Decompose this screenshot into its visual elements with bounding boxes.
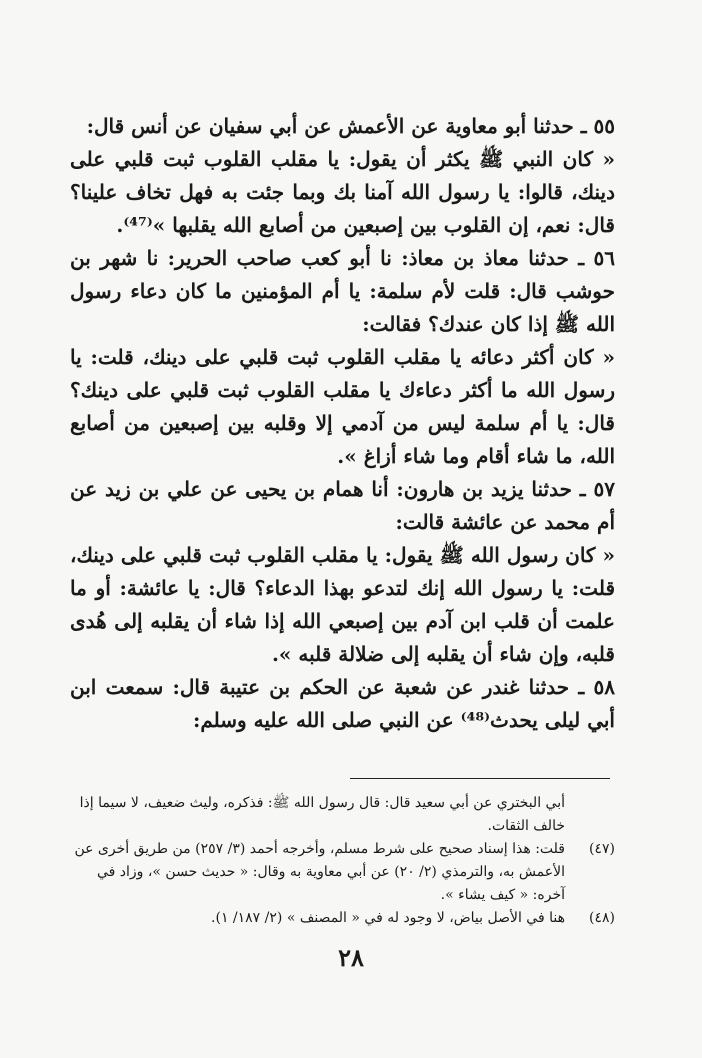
footnote-divider <box>350 778 610 779</box>
footnote-text: أبي البختري عن أبي سعيد قال: قال رسول الله ﷺ: فذكره، وليث ضعيف، لا سيما إذا خالف الثقات. <box>79 795 565 834</box>
hadith-57-header: ٥٧ ـ حدثنا يزيد بن هارون: أنا همام بن يحيى عن علي بن زيد عن أم محمد عن عائشة قالت: <box>70 477 615 534</box>
footnote-text: قلت: هذا إسناد صحيح على شرط مسلم، وأخرجه أحمد (٣/ ٢٥٧) من طريق أخرى عن الأعمش به، والترمذي (٢/ ٢٠) عن أبي معاوية به وقال: « حديث حسن »، وزاد في آخره: « كيف يشاء ». <box>74 841 565 903</box>
footnote-number <box>565 792 615 838</box>
footnote-47 <box>70 838 615 907</box>
hadith-55-header: ٥٥ ـ حدثنا أبو معاوية عن الأعمش عن أبي سفيان عن أنس قال: <box>86 114 615 138</box>
footnote-number: (٤٨) <box>589 910 615 926</box>
footnote-number: (٤٧) <box>589 841 615 857</box>
footnote-48 <box>70 907 615 930</box>
hadith-57-text: « كان رسول الله ﷺ يقول: يا مقلب القلوب ثبت قلبي على دينك، قلت: يا رسول الله إنك لتدعو بهذا الدعاء؟ قال: يا عائشة: أو ما علمت أن قلب ابن آدم بين إصبعي الله إذا شاء أن يقلبه إلى هُدى قلبه، وإن شاء أن يقلبه إلى ضلالة قلبه ». <box>70 543 615 666</box>
footnote-continuation <box>70 792 615 838</box>
main-text <box>70 110 615 737</box>
footnotes <box>70 792 615 930</box>
hadith-55-text: « كان النبي ﷺ يكثر أن يقول: يا مقلب القلوب ثبت قلبي على دينك، قالوا: يا رسول الله آمنا بك وبما جئت به فهل تخاف علينا؟ قال: نعم، إن القلوب بين إصبعين من أصابع الله يقلبها »⁽⁴⁷⁾. <box>70 147 615 237</box>
hadith-56-header: ٥٦ ـ حدثنا معاذ بن معاذ: نا أبو كعب صاحب الحرير: نا شهر بن حوشب قال: قلت لأم سلمة: يا أم المؤمنين ما كان دعاء رسول الله ﷺ إذا كان عندك؟ فقالت: <box>70 246 616 336</box>
hadith-58-header: ٥٨ ـ حدثنا غندر عن شعبة عن الحكم بن عتيبة قال: سمعت ابن أبي ليلى يحدث⁽⁴⁸⁾ عن النبي صلى الله عليه وسلم: <box>70 675 615 732</box>
page-number: ٢٨ <box>338 943 364 972</box>
footnote-text: هنا في الأصل بياض، لا وجود له في « المصنف » (٢/ ١٨٧/ ١). <box>211 910 565 926</box>
hadith-56-text: « كان أكثر دعائه يا مقلب القلوب ثبت قلبي على دينك، قلت: يا رسول الله ما أكثر دعاءك يا مقلب القلوب ثبت قلبي على دينك؟ قال: يا أم سلمة ليس من آدمي إلا وقلبه بين إصبعين من أصابع الله، ما شاء أقام وما شاء أزاغ ». <box>70 345 615 468</box>
